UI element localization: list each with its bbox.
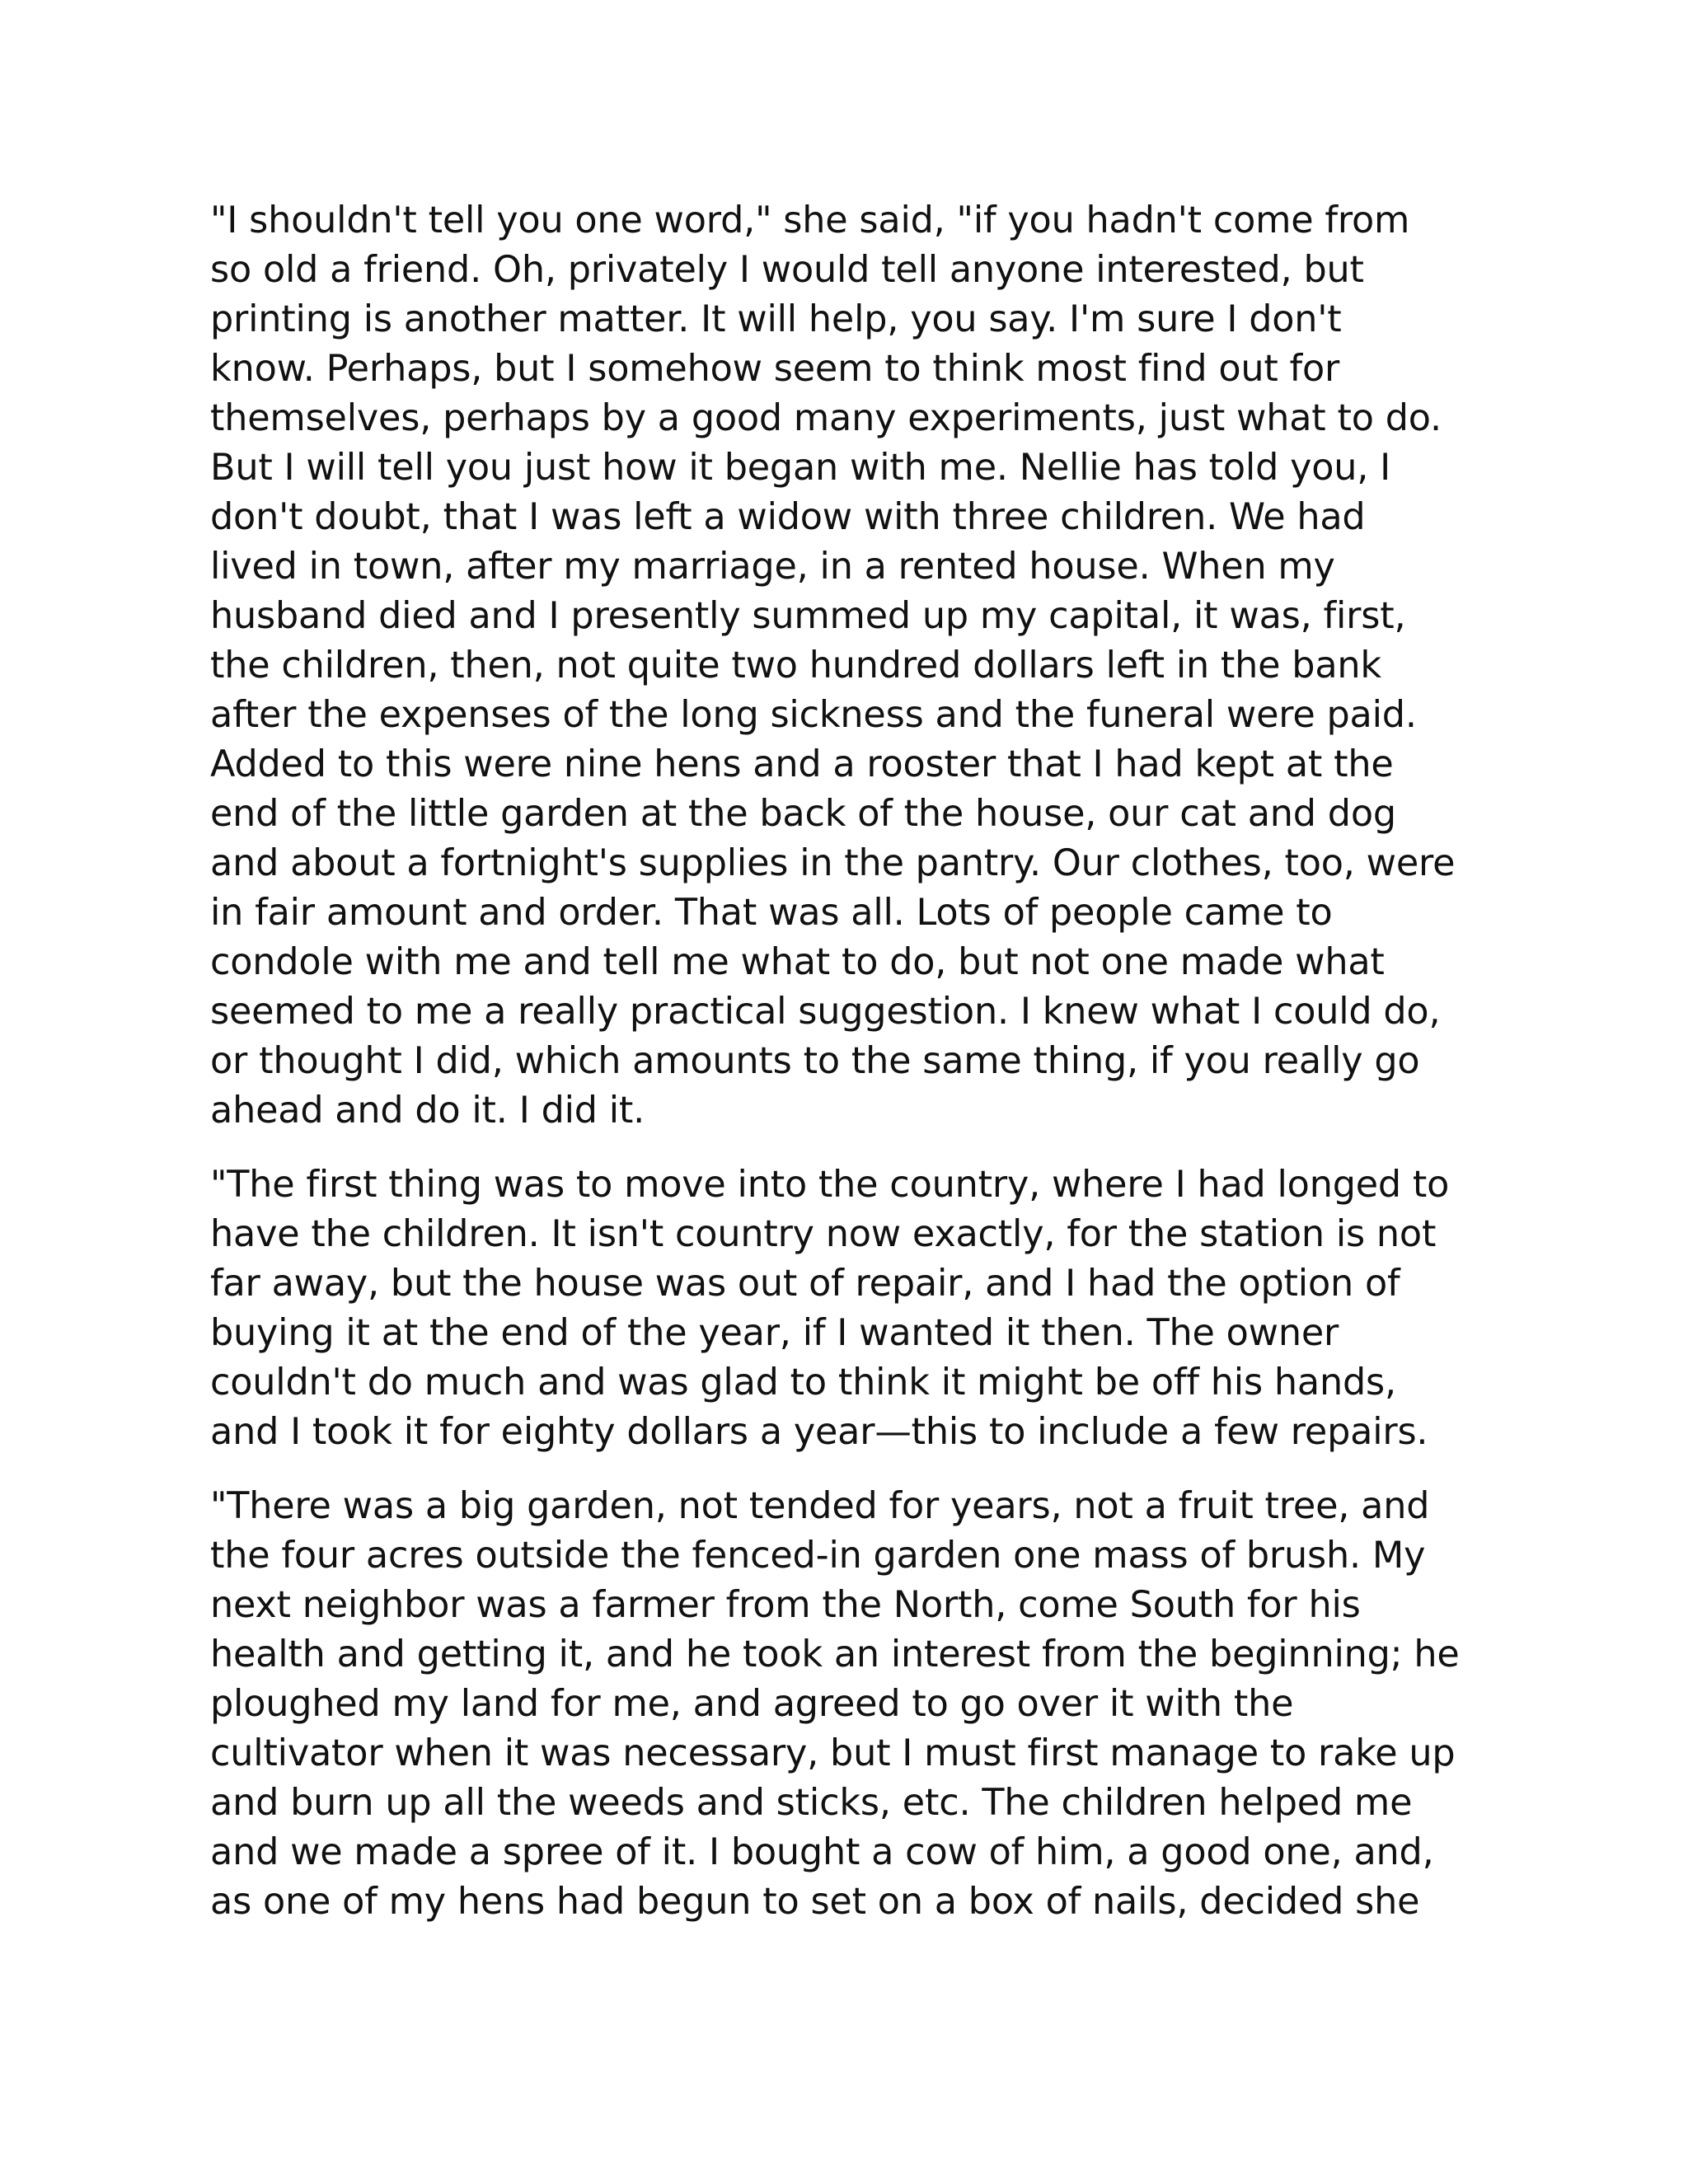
text-line: after the expenses of the long sickness and the funeral were paid. — [210, 694, 1417, 736]
text-line: condole with me and tell me what to do, but not one made what — [210, 941, 1385, 983]
text-line: as one of my hens had begun to set on a box of nails, decided she — [210, 1881, 1420, 1923]
text-line: the four acres outside the fenced-in garden one mass of brush. My — [210, 1535, 1426, 1577]
text-line: don't doubt, that I was left a widow with three children. We had — [210, 496, 1366, 538]
text-line: "I shouldn't tell you one word," she said, "if you hadn't come from — [210, 199, 1410, 241]
text-line: couldn't do much and was glad to think it might be off his hands, — [210, 1361, 1396, 1404]
text-line: next neighbor was a farmer from the North, come South for his — [210, 1584, 1361, 1626]
text-line: cultivator when it was necessary, but I must first manage to rake up — [210, 1732, 1456, 1774]
text-line: themselves, perhaps by a good many experiments, just what to do. — [210, 397, 1442, 439]
text-line: and burn up all the weeds and sticks, etc. The children helped me — [210, 1782, 1413, 1824]
text-line: "The first thing was to move into the country, where I had longed to — [210, 1164, 1450, 1206]
text-line: husband died and I presently summed up my capital, it was, first, — [210, 595, 1406, 637]
text-line: printing is another matter. It will help, you say. I'm sure I don't — [210, 298, 1342, 340]
text-line: have the children. It isn't country now exactly, for the station is not — [210, 1213, 1437, 1255]
text-line: and about a fortnight's supplies in the pantry. Our clothes, too, were — [210, 842, 1456, 884]
text-line: health and getting it, and he took an interest from the beginning; he — [210, 1633, 1460, 1675]
text-line: end of the little garden at the back of the house, our cat and dog — [210, 793, 1396, 835]
text-line: far away, but the house was out of repair, and I had the option of — [210, 1263, 1400, 1305]
text-line: But I will tell you just how it began with me. Nellie has told you, I — [210, 447, 1391, 489]
text-line: lived in town, after my marriage, in a rented house. When my — [210, 546, 1335, 588]
paragraph-2 — [210, 1160, 1496, 1457]
text-line: buying it at the end of the year, if I wanted it then. The owner — [210, 1312, 1339, 1354]
text-line: in fair amount and order. That was all. Lots of people came to — [210, 892, 1333, 934]
text-line: know. Perhaps, but I somehow seem to think most find out for — [210, 348, 1340, 390]
text-line: ploughed my land for me, and agreed to go over it with the — [210, 1683, 1294, 1725]
text-line: seemed to me a really practical suggestion. I knew what I could do, — [210, 991, 1441, 1033]
paragraph-1 — [210, 196, 1496, 1136]
text-line: so old a friend. Oh, privately I would tell anyone interested, but — [210, 249, 1364, 291]
text-line: and we made a spree of it. I bought a cow of him, a good one, and, — [210, 1831, 1434, 1873]
text-line: "There was a big garden, not tended for years, not a fruit tree, and — [210, 1485, 1430, 1527]
text-line: or thought I did, which amounts to the same thing, if you really go — [210, 1040, 1420, 1082]
text-line: ahead and do it. I did it. — [210, 1090, 645, 1132]
body-text — [210, 196, 1496, 1927]
paragraph-3 — [210, 1482, 1496, 1927]
text-line: the children, then, not quite two hundred dollars left in the bank — [210, 644, 1381, 687]
text-line: Added to this were nine hens and a rooster that I had kept at the — [210, 743, 1394, 785]
text-line: and I took it for eighty dollars a year—this to include a few repairs. — [210, 1411, 1428, 1453]
